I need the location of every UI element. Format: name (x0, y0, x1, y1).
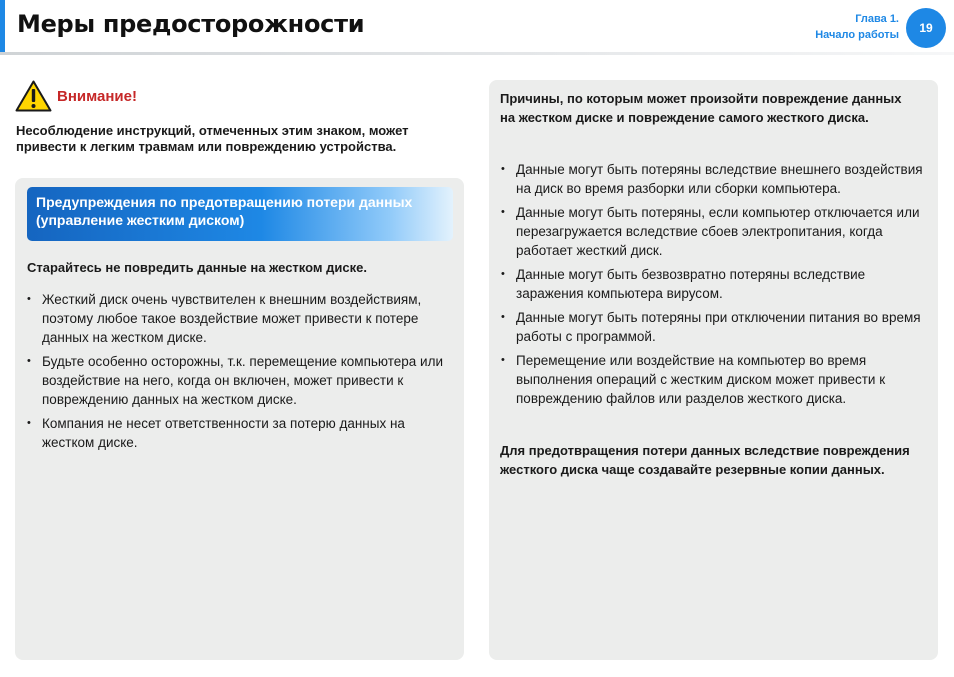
list-item: • Данные могут быть потеряны вследствие внешнего воздействия на диск во время разборки или сборки компьютера. (501, 160, 933, 198)
header-accent-bar (0, 0, 5, 52)
header-divider (0, 52, 954, 55)
page-title: Меры предосторожности (17, 10, 365, 38)
right-footer-note: Для предотвращения потери данных вследствие повреждения жесткого диска чаще создавайте резервные копии данных. (500, 443, 910, 477)
warning-triangle-icon (15, 80, 52, 112)
list-item: • Жесткий диск очень чувствителен к внешним воздействиям, поэтому любое такое воздействие может привести к потере данных на жестком диске. (27, 290, 457, 347)
list-item: • Данные могут быть потеряны при отключении питания во время работы с программой. (501, 308, 933, 346)
list-item: • Компания не несет ответственности за потерю данных на жестком диске. (27, 414, 457, 452)
chapter-number: Глава 1. (855, 13, 899, 25)
warning-text: Несоблюдение инструкций, отмеченных этим знаком, может привести к легким травмам или повреждению устройства. (16, 123, 409, 154)
list-item: • Будьте особенно осторожны, т.к. перемещение компьютера или воздействие на него, когда он включен, может привести к повреждению данных на жестком диске. (27, 352, 457, 409)
right-heading: Причины, по которым может произойти повреждение данных на жестком диске и повреждение самого жесткого диска. (500, 91, 902, 125)
list-item: • Перемещение или воздействие на компьютер во время выполнения операций с жестким диском может привести к повреждению файлов или разделов жесткого диска. (501, 351, 933, 408)
page-header (0, 0, 954, 56)
left-bullet-list (27, 290, 457, 457)
page-number-badge: 19 (906, 8, 946, 48)
right-bullet-list (501, 160, 933, 413)
left-subheading: Старайтесь не повредить данные на жестком диске. (27, 260, 367, 275)
chapter-title: Начало работы (815, 29, 899, 41)
section-banner: Предупреждения по предотвращению потери данных (управление жестким диском) (27, 187, 453, 241)
list-item: • Данные могут быть потеряны, если компьютер отключается или перезагружается вследствие сбоев электропитания, когда работает жесткий диск. (501, 203, 933, 260)
chapter-label (815, 11, 899, 43)
list-item: • Данные могут быть безвозвратно потеряны вследствие заражения компьютера вирусом. (501, 265, 933, 303)
warning-title: Внимание! (57, 88, 137, 105)
